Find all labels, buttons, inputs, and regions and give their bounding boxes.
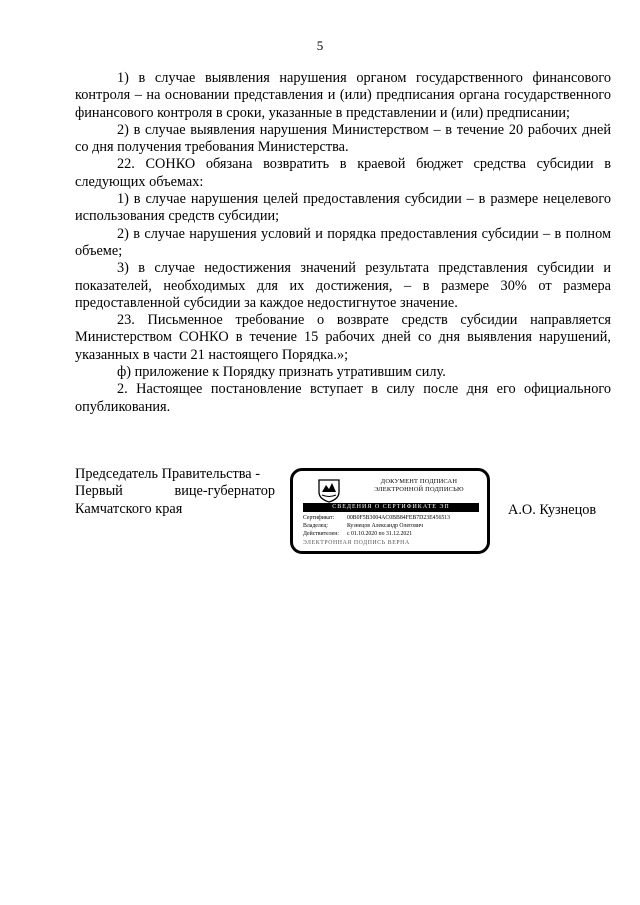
paragraph: 3) в случае недостижения значений результата представления субсидии и показателей, необходимых для их достижения, – в размере 30% от размера предоставленной субсидии за каждое недостигнутое значение. [75,260,611,311]
stamp-certificate-value: 00B0F5B3004AC0BB84FEB7D23E456513 [347,515,451,521]
stamp-validity-label: Действителен: [303,531,339,537]
paragraph: 22. СОНКО обязана возвратить в краевой бюджет средства субсидии в следующих объемах: [75,156,611,190]
stamp-footer: ЭЛЕКТРОННАЯ ПОДПИСЬ ВЕРНА [303,540,410,546]
stamp-validity-row [303,531,412,538]
signer-title-word: Первый [75,483,123,500]
paragraph: 23. Письменное требование о возврате средств субсидии направляется Министерством СОНКО в течение 15 рабочих дней со дня выявления нарушений, указанных в части 21 настоящего Порядка.»; [75,312,611,363]
stamp-owner-row [303,523,423,530]
stamp-header [349,478,489,494]
electronic-signature-stamp [290,468,490,554]
paragraph: 2) в случае выявления нарушения Министерством – в течение 20 рабочих дней со дня получения требования Министерства. [75,121,611,156]
paragraph: 1) в случае нарушения целей предоставления субсидии – в размере нецелевого использования средств субсидии; [75,191,611,225]
coat-of-arms-icon [317,477,341,503]
paragraph: ф) приложение к Порядку признать утратившим силу. [117,364,446,381]
stamp-header-line: ЭЛЕКТРОННОЙ ПОДПИСЬЮ [374,486,464,493]
stamp-certificate-row [303,515,450,522]
document-body [75,70,611,416]
stamp-owner-value: Кузнецов Александр Олегович [347,523,423,529]
stamp-header-line: ДОКУМЕНТ ПОДПИСАН [380,478,458,485]
stamp-validity-value: с 01.10.2020 по 31.12.2021 [347,531,413,537]
stamp-certificate-label: Сертификат: [303,515,335,521]
page-number: 5 [316,38,324,53]
signer-title-word: вице-губернатор [174,483,275,500]
paragraph: 2. Настоящее постановление вступает в силу после дня его официального опубликования. [75,381,611,415]
stamp-owner-label: Владелец: [303,523,329,529]
signer-title [75,466,275,518]
stamp-certificate-bar: СВЕДЕНИЯ О СЕРТИФИКАТЕ ЭП [303,503,479,512]
signer-name: А.О. Кузнецов [508,502,597,518]
paragraph: 1) в случае выявления нарушения органом государственного финансового контроля – на основании представления и (или) предписания органа государственного финансового контроля в сроки, указанные в представлении и (или) предписании; [75,70,611,121]
signer-title-line: Председатель Правительства - [75,466,260,482]
signer-title-line: Камчатского края [75,500,183,517]
paragraph: 2) в случае нарушения условий и порядка предоставления субсидии – в полном объеме; [75,225,611,259]
signer-title-line [75,483,275,500]
